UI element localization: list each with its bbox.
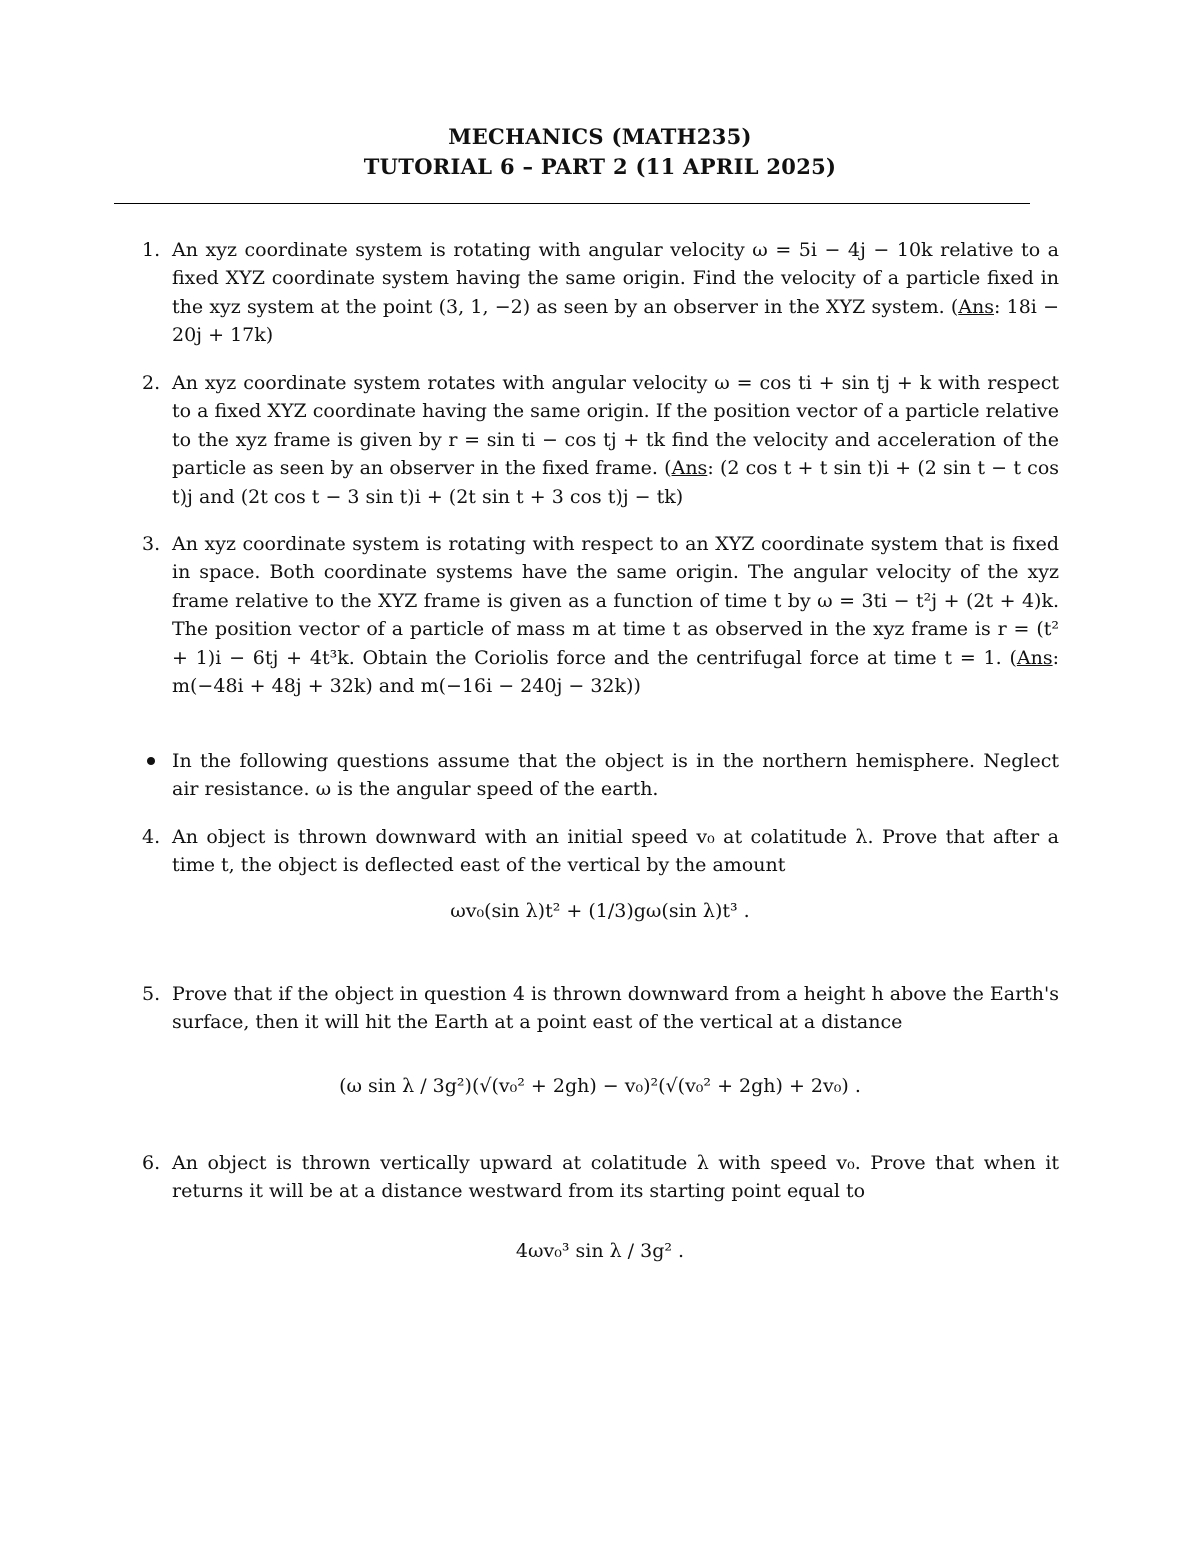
note-text: In the following questions assume that the object is in the northern hemisphere. Neglect air resistance. ω is the angular speed of the earth.: [172, 750, 1059, 801]
question-number: 6.: [142, 1152, 161, 1174]
formula-6: [0, 1240, 1200, 1262]
formula-5: [0, 1075, 1200, 1097]
question-text: An xyz coordinate system rotates with angular velocity ω = cos ti + sin tj + k with respect to a fixed XYZ coordinate having the same origin. If the position vector of a particle relative to the xyz frame is given by r = sin ti − cos tj + tk find the velocity and acceleration of the particle as seen by an observer in the fixed frame.: [172, 372, 1059, 480]
question-6: [114, 1149, 1059, 1206]
question-5: [114, 980, 1059, 1037]
course-title: MECHANICS (MATH235): [448, 124, 752, 149]
question-text: An object is thrown vertically upward at colatitude λ with speed v₀. Prove that when it returns it will be at a distance westward from its starting point equal to: [172, 1152, 1059, 1203]
answer: m(−48i + 48j + 32k) and m(−16i − 240j − 32k): [172, 675, 634, 698]
question-text: An xyz coordinate system is rotating with respect to an XYZ coordinate system that is fixed in space. Both coordinate systems have the same origin. The angular velocity of the xyz frame relative to the XYZ frame is given as a function of time t by ω = 3ti − t²j + (2t + 4)k. The position vector of a particle of mass m at time t as observed in the xyz frame is r = (t² + 1)i − 6tj + 4t³k. Obtain the Coriolis force and the centrifugal force at time t = 1.: [172, 533, 1059, 669]
question-number: 5.: [142, 983, 161, 1005]
question-number: 3.: [142, 533, 161, 555]
question-number: 2.: [142, 372, 161, 394]
formula-4: [0, 900, 1200, 922]
answer: (2 cos t + t sin t)i + (2 sin t − t cos t)j and (2t cos t − 3 sin t)i + (2t sin t + 3 cos t)j − tk: [172, 457, 1060, 508]
question-number: 4.: [142, 826, 161, 848]
bullet-icon: [147, 757, 155, 765]
question-1: 1. An xyz coordinate system is rotating with angular velocity ω = 5i − 4j − 10k relative to a fixed XYZ coordinate system having the same origin. Find the velocity of a particle fixed in the xyz system at the point (3, 1, −2) as seen by an observer in the XYZ system. (Ans: 18i − 20j + 17k): [114, 236, 1059, 350]
question-text: An object is thrown downward with an initial speed v₀ at colatitude λ. Prove that after a time t, the object is deflected east of the vertical by the amount: [172, 826, 1059, 877]
question-number: 1.: [142, 239, 161, 261]
answer-label: Ans: [958, 295, 994, 318]
formula-text: ωv₀(sin λ)t² + (1/3)gω(sin λ)t³ .: [450, 900, 750, 922]
formula-text: (ω sin λ / 3g²)(√(v₀² + 2gh) − v₀)²(√(v₀² + 2gh) + 2v₀) .: [339, 1075, 861, 1097]
hemisphere-note: [114, 747, 1059, 804]
question-4: [114, 823, 1059, 880]
tutorial-title: TUTORIAL 6 – PART 2 (11 APRIL 2025): [363, 154, 837, 179]
question-3: 3. An xyz coordinate system is rotating with respect to an XYZ coordinate system that is fixed in space. Both coordinate systems have the same origin. The angular velocity of the xyz frame relative to the XYZ frame is given as a function of time t by ω = 3ti − t²j + (2t + 4)k. The position vector of a particle of mass m at time t as observed in the xyz frame is r = (t² + 1)i − 6tj + 4t³k. Obtain the Coriolis force and the centrifugal force at time t = 1. (Ans: m(−48i + 48j + 32k) and m(−16i − 240j − 32k)): [114, 530, 1059, 700]
header-rule: [114, 203, 1030, 204]
answer-label: Ans: [671, 457, 708, 480]
question-2: 2. An xyz coordinate system rotates with angular velocity ω = cos ti + sin tj + k with respect to a fixed XYZ coordinate having the same origin. If the position vector of a particle relative to the xyz frame is given by r = sin ti − cos tj + tk find the velocity and acceleration of the particle as seen by an observer in the fixed frame. (Ans: (2 cos t + t sin t)i + (2 sin t − t cos t)j and (2t cos t − 3 sin t)i + (2t sin t + 3 cos t)j − tk): [114, 369, 1059, 511]
question-text: Prove that if the object in question 4 is thrown downward from a height h above the Earth's surface, then it will hit the Earth at a point east of the vertical at a distance: [172, 983, 1059, 1034]
question-text: An xyz coordinate system is rotating with angular velocity ω = 5i − 4j − 10k relative to a fixed XYZ coordinate system having the same origin. Find the velocity of a particle fixed in the xyz system at the point (3, 1, −2) as seen by an observer in the XYZ system.: [172, 239, 1059, 318]
answer-label: Ans: [1016, 646, 1053, 669]
formula-text: 4ωv₀³ sin λ / 3g² .: [515, 1240, 685, 1262]
answer: 18i − 20j + 17k: [172, 295, 1059, 347]
